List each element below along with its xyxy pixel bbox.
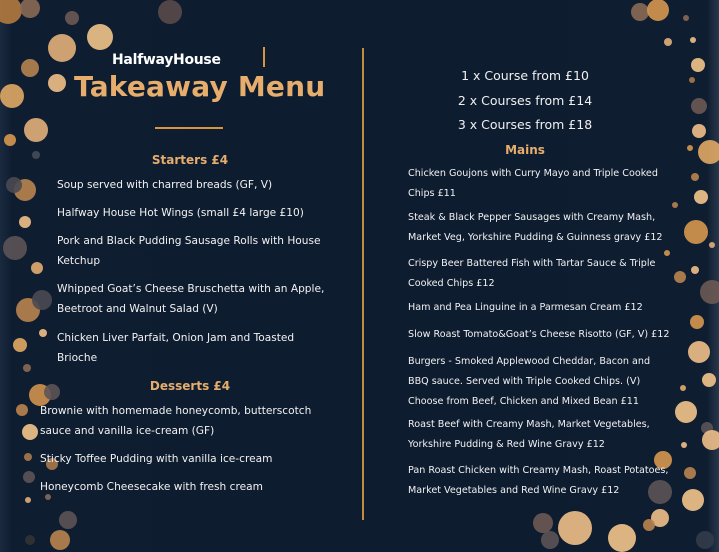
starter-item: Soup served with charred breads (GF, V) <box>57 179 273 191</box>
bokeh-dot <box>702 373 716 387</box>
bokeh-dot <box>65 11 79 25</box>
bokeh-dot <box>31 262 43 274</box>
main-item: Slow Roast Tomato&Goat’s Cheese Risotto (GF, V) £12 <box>408 329 670 340</box>
title-divider <box>155 127 223 129</box>
bokeh-dot <box>689 77 695 83</box>
title-accent-line <box>263 47 265 67</box>
bokeh-dot <box>608 524 636 552</box>
bokeh-dot <box>643 519 655 531</box>
starter-item: Whipped Goat’s Cheese Bruschetta with an Apple, Beetroot and Walnut Salad (V) <box>57 283 325 315</box>
bokeh-dot <box>700 280 719 304</box>
bokeh-dot <box>158 0 182 24</box>
bokeh-dot <box>694 190 708 204</box>
starter-item: Chicken Liver Parfait, Onion Jam and Toasted Brioche <box>57 332 295 364</box>
page-title: Takeaway Menu <box>74 70 326 103</box>
bokeh-dot <box>39 329 47 337</box>
starter-item: Pork and Black Pudding Sausage Rolls with House Ketchup <box>57 235 321 267</box>
bokeh-dot <box>16 404 28 416</box>
bokeh-dot <box>688 341 710 363</box>
bokeh-dot <box>19 216 31 228</box>
mains-heading: Mains <box>505 143 545 157</box>
bokeh-dot <box>24 453 32 461</box>
dessert-item: Brownie with homemade honeycomb, butterscotch sauce and vanilla ice-cream (GF) <box>40 405 312 437</box>
bokeh-dot <box>690 37 696 43</box>
bokeh-dot <box>647 0 669 21</box>
main-item: Steak & Black Pepper Sausages with Creamy Mash, Market Veg, Yorkshire Pudding & Guinness gravy £12 <box>408 212 663 243</box>
bokeh-dot <box>32 290 52 310</box>
bokeh-dot <box>6 177 22 193</box>
bokeh-dot <box>48 74 66 92</box>
course-price: 3 x Courses from £18 <box>457 117 593 132</box>
bokeh-dot <box>687 145 693 151</box>
bokeh-dot <box>20 0 40 18</box>
bokeh-dot <box>674 271 686 283</box>
bokeh-dot <box>681 442 687 448</box>
main-item: Pan Roast Chicken with Creamy Mash, Roast Potatoes, Market Vegetables and Red Wine Gravy £12 <box>408 465 669 496</box>
bokeh-dot <box>709 242 715 248</box>
bokeh-dot <box>698 140 719 164</box>
bokeh-dot <box>50 530 70 550</box>
bokeh-dot <box>25 535 35 545</box>
dessert-item: Honeycomb Cheesecake with fresh cream <box>40 481 263 493</box>
bokeh-dot <box>675 401 697 423</box>
bokeh-dot <box>23 471 35 483</box>
bokeh-dot <box>24 118 48 142</box>
bokeh-dot <box>691 266 699 274</box>
bokeh-dot <box>32 151 40 159</box>
bokeh-dot <box>87 24 113 50</box>
bokeh-dot <box>696 531 714 549</box>
main-item: Ham and Pea Linguine in a Parmesan Cream £12 <box>408 302 643 313</box>
main-item: Burgers - Smoked Applewood Cheddar, Bacon and BBQ sauce. Served with Triple Cooked Chips. (V) Choose from Beef, Chicken and Mixed Bean £11 <box>408 356 651 407</box>
bokeh-dot <box>0 0 22 24</box>
bokeh-dot <box>4 134 16 146</box>
main-item: Roast Beef with Creamy Mash, Market Vegetables, Yorkshire Pudding & Red Wine Gravy £12 <box>408 419 650 450</box>
bokeh-dot <box>683 15 689 21</box>
course-price: 2 x Courses from £14 <box>457 93 593 108</box>
bokeh-dot <box>44 384 60 400</box>
main-item: Crispy Beer Battered Fish with Tartar Sauce & Triple Cooked Chips £12 <box>408 258 656 289</box>
desserts-heading: Desserts £4 <box>149 379 231 393</box>
bokeh-dot <box>558 511 592 545</box>
bokeh-dot <box>691 58 705 72</box>
bokeh-dot <box>684 220 708 244</box>
bokeh-dot <box>664 38 672 46</box>
course-price: 1 x Course from £10 <box>461 68 589 83</box>
bokeh-dot <box>691 98 707 114</box>
bokeh-dot <box>59 511 77 529</box>
bokeh-dot <box>48 34 76 62</box>
main-item: Chicken Goujons with Curry Mayo and Triple Cooked Chips £11 <box>408 168 658 199</box>
bokeh-dot <box>25 497 31 503</box>
brand-name: HalfwayHouse <box>112 52 221 68</box>
bokeh-dot <box>13 338 27 352</box>
bokeh-dot <box>22 424 38 440</box>
bokeh-dot <box>23 364 31 372</box>
bokeh-dot <box>0 84 24 108</box>
bokeh-dot <box>3 236 27 260</box>
bokeh-dot <box>702 430 719 450</box>
starters-heading: Starters £4 <box>151 153 229 167</box>
starter-item: Halfway House Hot Wings (small £4 large £10) <box>57 207 304 219</box>
dessert-item: Sticky Toffee Pudding with vanilla ice-cream <box>40 453 273 465</box>
bokeh-dot <box>692 124 706 138</box>
bokeh-dot <box>533 513 553 533</box>
column-divider <box>362 48 364 520</box>
bokeh-dot <box>690 315 704 329</box>
bokeh-dot <box>691 173 699 181</box>
bokeh-dot <box>21 59 39 77</box>
bokeh-dot <box>541 531 559 549</box>
bokeh-dot <box>680 385 686 391</box>
